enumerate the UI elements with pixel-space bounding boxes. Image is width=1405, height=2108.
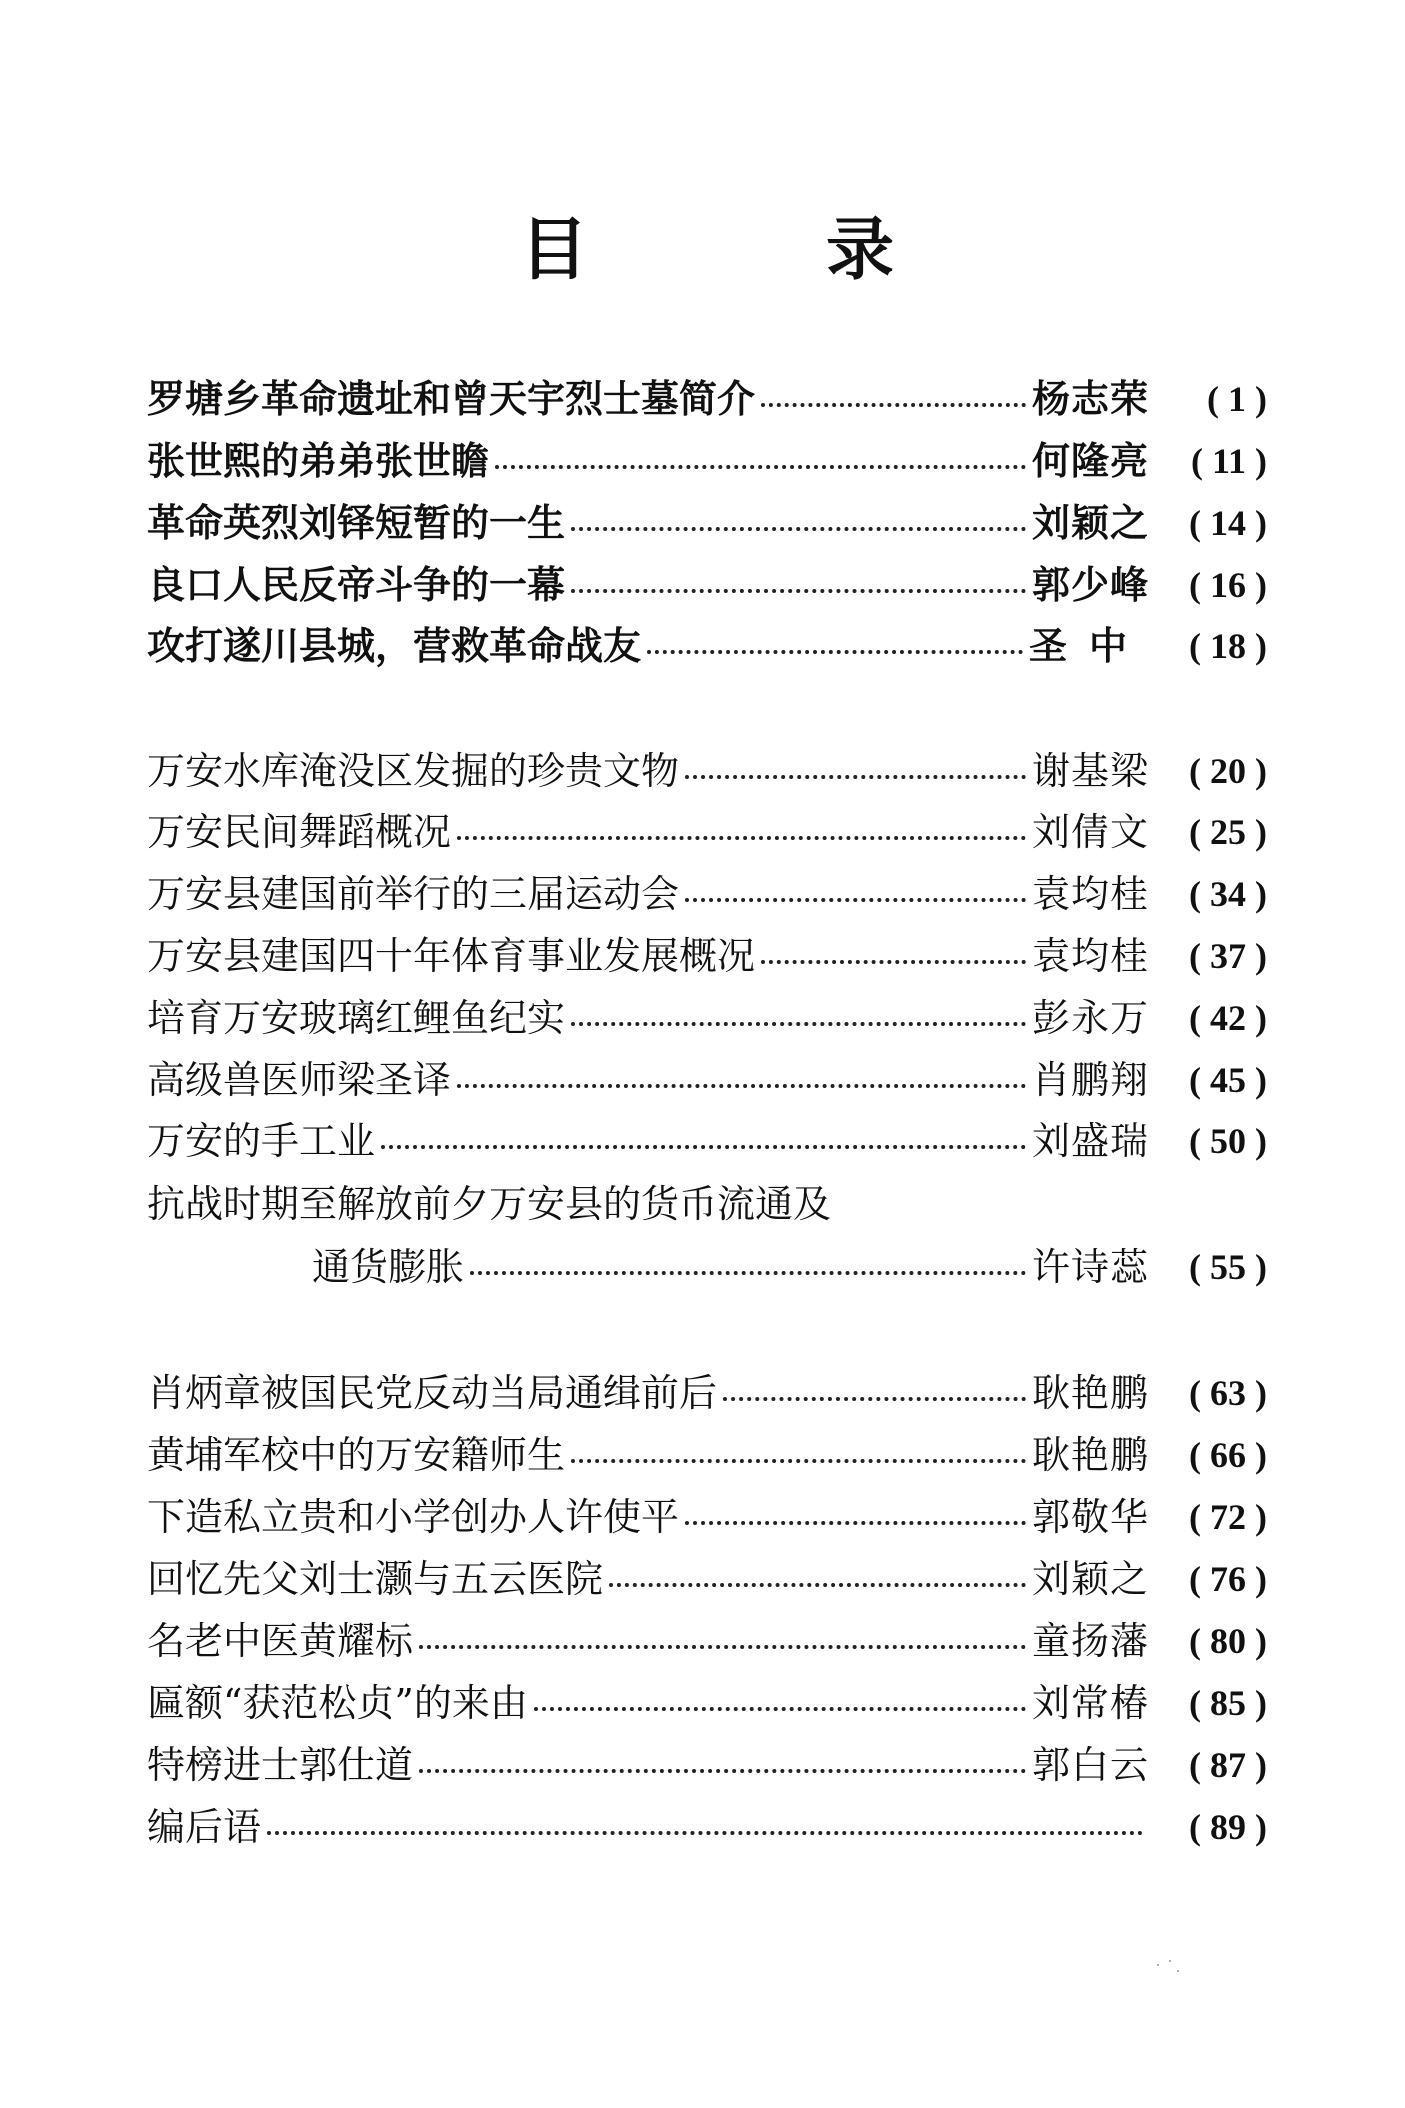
toc-entry-title: 特榜进士郭仕道 bbox=[147, 1743, 414, 1787]
toc-entry-title: 匾额“获范松贞”的来由 bbox=[147, 1681, 528, 1725]
dot-leader bbox=[723, 1397, 1026, 1401]
toc-entry-page: ( 34 ) bbox=[1189, 874, 1267, 914]
toc-entry[interactable] bbox=[147, 805, 1267, 859]
toc-entry-author: 郭敬华 bbox=[1031, 1495, 1149, 1539]
toc-entry-title: 罗塘乡革命遗址和曾天宇烈士墓简介 bbox=[147, 376, 756, 421]
toc-entry[interactable] bbox=[147, 1490, 1267, 1544]
toc-entry-page: ( 87 ) bbox=[1189, 1745, 1267, 1785]
toc-entry[interactable] bbox=[147, 1738, 1267, 1792]
toc-entry-page: ( 89 ) bbox=[1189, 1807, 1267, 1847]
dot-leader bbox=[571, 1022, 1026, 1026]
toc-entry-author: 刘颖之 bbox=[1031, 1557, 1149, 1601]
toc-entry-title: 万安县建国前举行的三届运动会 bbox=[147, 872, 680, 916]
toc-entry[interactable] bbox=[147, 1114, 1267, 1168]
page-title bbox=[0, 205, 1405, 295]
toc-entry-page: ( 66 ) bbox=[1189, 1435, 1267, 1475]
toc-entry-author: 郭少峰 bbox=[1031, 562, 1149, 607]
toc-entry[interactable] bbox=[147, 1053, 1267, 1107]
toc-entry-page: ( 42 ) bbox=[1189, 998, 1267, 1038]
toc-entry-title: 肖炳章被国民党反动当局通缉前后 bbox=[147, 1371, 718, 1415]
toc-entry-author: 杨志荣 bbox=[1031, 376, 1149, 421]
toc-entry-page: ( 37 ) bbox=[1189, 936, 1267, 976]
scan-specks bbox=[1155, 1960, 1185, 1980]
toc-entry-page: ( 11 ) bbox=[1191, 441, 1267, 481]
toc-entry[interactable] bbox=[312, 1240, 1267, 1294]
toc-entry[interactable] bbox=[147, 619, 1267, 673]
toc-entry[interactable] bbox=[147, 1552, 1267, 1606]
toc-entry-page: ( 45 ) bbox=[1189, 1060, 1267, 1100]
toc-entry[interactable] bbox=[147, 1366, 1267, 1420]
toc-entry-page: ( 14 ) bbox=[1189, 503, 1267, 543]
toc-entry-title: 通货膨胀 bbox=[312, 1245, 465, 1289]
toc-entry-author: 刘盛瑞 bbox=[1031, 1119, 1149, 1163]
toc-entry-title: 黄埔军校中的万安籍师生 bbox=[147, 1433, 566, 1477]
toc-entry-title: 下造私立贵和小学创办人许使平 bbox=[147, 1495, 680, 1539]
toc-entry-author: 刘常椿 bbox=[1031, 1681, 1149, 1725]
toc-entry-title: 名老中医黄耀标 bbox=[147, 1619, 414, 1663]
toc-entry[interactable] bbox=[147, 991, 1267, 1045]
toc-entry-author: 彭永万 bbox=[1031, 996, 1149, 1040]
toc-entry-title: 攻打遂川县城，营救革命战友 bbox=[147, 623, 642, 668]
dot-leader bbox=[457, 836, 1026, 840]
page-title-char-2: 录 bbox=[826, 210, 895, 290]
toc-entry[interactable] bbox=[147, 867, 1267, 921]
toc-entry-author: 肖鹏翔 bbox=[1031, 1058, 1149, 1102]
toc-entry-author: 刘倩文 bbox=[1031, 810, 1149, 854]
toc-entry-author: 童扬藩 bbox=[1031, 1619, 1149, 1663]
toc-entry-page: ( 16 ) bbox=[1189, 565, 1267, 605]
toc-entry[interactable] bbox=[147, 434, 1267, 488]
toc-entry[interactable] bbox=[147, 1428, 1267, 1482]
dot-leader bbox=[685, 898, 1026, 902]
toc-entry-author: 谢基梁 bbox=[1031, 749, 1149, 793]
toc-entry-author: 袁均桂 bbox=[1031, 934, 1149, 978]
toc-entry-title-line1: 抗战时期至解放前夕万安县的货币流通及 bbox=[147, 1182, 832, 1226]
dot-leader bbox=[571, 1459, 1026, 1463]
toc-entry-title: 张世熙的弟弟张世瞻 bbox=[147, 438, 490, 483]
toc-entry[interactable] bbox=[147, 1614, 1267, 1668]
dot-leader bbox=[267, 1831, 1143, 1835]
toc-entry-title: 万安的手工业 bbox=[147, 1119, 376, 1163]
dot-leader bbox=[761, 403, 1026, 407]
toc-entry-author: 郭白云 bbox=[1031, 1743, 1149, 1787]
toc-entry[interactable] bbox=[147, 372, 1267, 426]
toc-entry-author: 许诗蕊 bbox=[1031, 1245, 1149, 1289]
toc-entry-title: 革命英烈刘铎短暂的一生 bbox=[147, 500, 566, 545]
toc-entry-page: ( 85 ) bbox=[1189, 1683, 1267, 1723]
toc-entry-title: 万安水库淹没区发掘的珍贵文物 bbox=[147, 749, 680, 793]
toc-entry-page: ( 50 ) bbox=[1189, 1121, 1267, 1161]
toc-entry-title: 万安民间舞蹈概况 bbox=[147, 810, 452, 854]
toc-entry-page: ( 55 ) bbox=[1189, 1247, 1267, 1287]
toc-entry[interactable] bbox=[147, 929, 1267, 983]
toc-entry-page: ( 76 ) bbox=[1189, 1559, 1267, 1599]
toc-entry[interactable] bbox=[147, 496, 1267, 550]
toc-entry[interactable] bbox=[147, 1676, 1267, 1730]
dot-leader bbox=[470, 1271, 1026, 1275]
toc-entry-author: 耿艳鹏 bbox=[1031, 1433, 1149, 1477]
toc-entry-author: 袁均桂 bbox=[1031, 872, 1149, 916]
dot-leader bbox=[419, 1769, 1026, 1773]
toc-entry-author: 何隆亮 bbox=[1031, 438, 1149, 483]
toc-entry-page: ( 72 ) bbox=[1189, 1497, 1267, 1537]
toc-entry-page: ( 80 ) bbox=[1189, 1621, 1267, 1661]
toc-entry[interactable] bbox=[147, 1800, 1267, 1854]
dot-leader bbox=[571, 527, 1026, 531]
dot-leader bbox=[419, 1645, 1026, 1649]
toc-entry-author: 耿艳鹏 bbox=[1031, 1371, 1149, 1415]
dot-leader bbox=[685, 1521, 1026, 1525]
toc-entry-author: 圣中 bbox=[1028, 623, 1149, 668]
toc-entry-page: ( 63 ) bbox=[1189, 1373, 1267, 1413]
toc-entry-title: 回忆先父刘士灏与五云医院 bbox=[147, 1557, 604, 1601]
dot-leader bbox=[457, 1084, 1026, 1088]
toc-entry-author: 刘颖之 bbox=[1031, 500, 1149, 545]
dot-leader bbox=[685, 775, 1026, 779]
dot-leader bbox=[534, 1707, 1026, 1711]
toc-entry-title: 万安县建国四十年体育事业发展概况 bbox=[147, 934, 756, 978]
dot-leader bbox=[381, 1145, 1026, 1149]
dot-leader bbox=[609, 1583, 1026, 1587]
dot-leader bbox=[647, 650, 1023, 654]
toc-entry[interactable] bbox=[147, 744, 1267, 798]
toc-entry-page: ( 18 ) bbox=[1189, 626, 1267, 666]
toc-entry-title: 高级兽医师梁圣译 bbox=[147, 1058, 452, 1102]
toc-entry-title: 良口人民反帝斗争的一幕 bbox=[147, 562, 566, 607]
dot-leader bbox=[571, 589, 1026, 593]
toc-entry-title: 培育万安玻璃红鲤鱼纪实 bbox=[147, 996, 566, 1040]
dot-leader bbox=[495, 465, 1026, 469]
toc-entry-title: 编后语 bbox=[147, 1805, 262, 1849]
dot-leader bbox=[761, 960, 1026, 964]
toc-entry-page: ( 25 ) bbox=[1189, 812, 1267, 852]
page-title-char-1: 目 bbox=[520, 210, 589, 290]
toc-entry[interactable] bbox=[147, 558, 1267, 612]
toc-entry-page: ( 20 ) bbox=[1189, 751, 1267, 791]
toc-entry-page: ( 1 ) bbox=[1207, 379, 1267, 419]
